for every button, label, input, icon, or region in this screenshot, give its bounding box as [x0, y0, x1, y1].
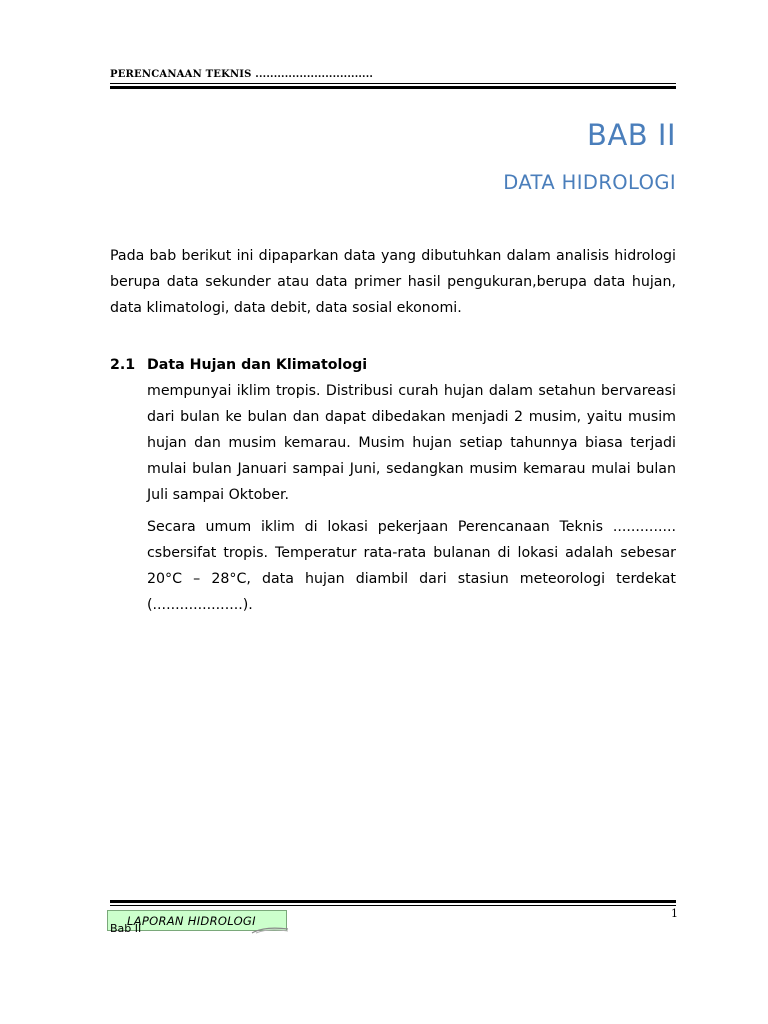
- header-rule-thin: [110, 83, 676, 84]
- footer-swoosh-icon: [250, 926, 290, 934]
- section-heading: [110, 353, 367, 377]
- footer-report-label: LAPORAN HIDROLOGI: [127, 914, 256, 928]
- section-paragraph: mempunyai iklim tropis. Distribusi curah hujan dalam setahun bervareasi dari bulan ke bulan dan dapat dibedakan menjadi 2 musim, yaitu musim hujan dan musim kemarau. Musim hujan setiap tahunnya biasa terjadi mulai bulan Januari sampai Juni, sedangkan musim kemarau mulai bulan Juli sampai Oktober.: [147, 383, 676, 503]
- section-paragraph: Secara umum iklim di lokasi pekerjaan Perencanaan Teknis .............. csbersifat tropis. Temperatur rata-rata bulanan di lokasi adalah sebesar 20°C – 28°C, data hujan diambil dari stasiun meteorologi terdekat (....................).: [147, 519, 676, 613]
- header-rule-thick: [110, 86, 676, 89]
- page-number: 1: [671, 907, 678, 920]
- chapter-number: BAB II: [587, 118, 676, 152]
- section-number: 2.1: [110, 357, 136, 373]
- intro-paragraph: Pada bab berikut ini dipaparkan data yang dibutuhkan dalam analisis hidrologi berupa data sekunder atau data primer hasil pengukuran,berupa data hujan, data klimatologi, data debit, data sosial ekonomi.: [110, 248, 676, 316]
- section-title: Data Hujan dan Klimatologi: [147, 357, 368, 373]
- footer-chapter-tag: Bab II: [110, 922, 142, 935]
- header-title: PERENCANAAN TEKNIS ................................: [110, 69, 374, 80]
- footer-rule-thick: [110, 900, 676, 903]
- chapter-title: DATA HIDROLOGI: [503, 171, 676, 194]
- footer-rule-thin: [110, 905, 676, 906]
